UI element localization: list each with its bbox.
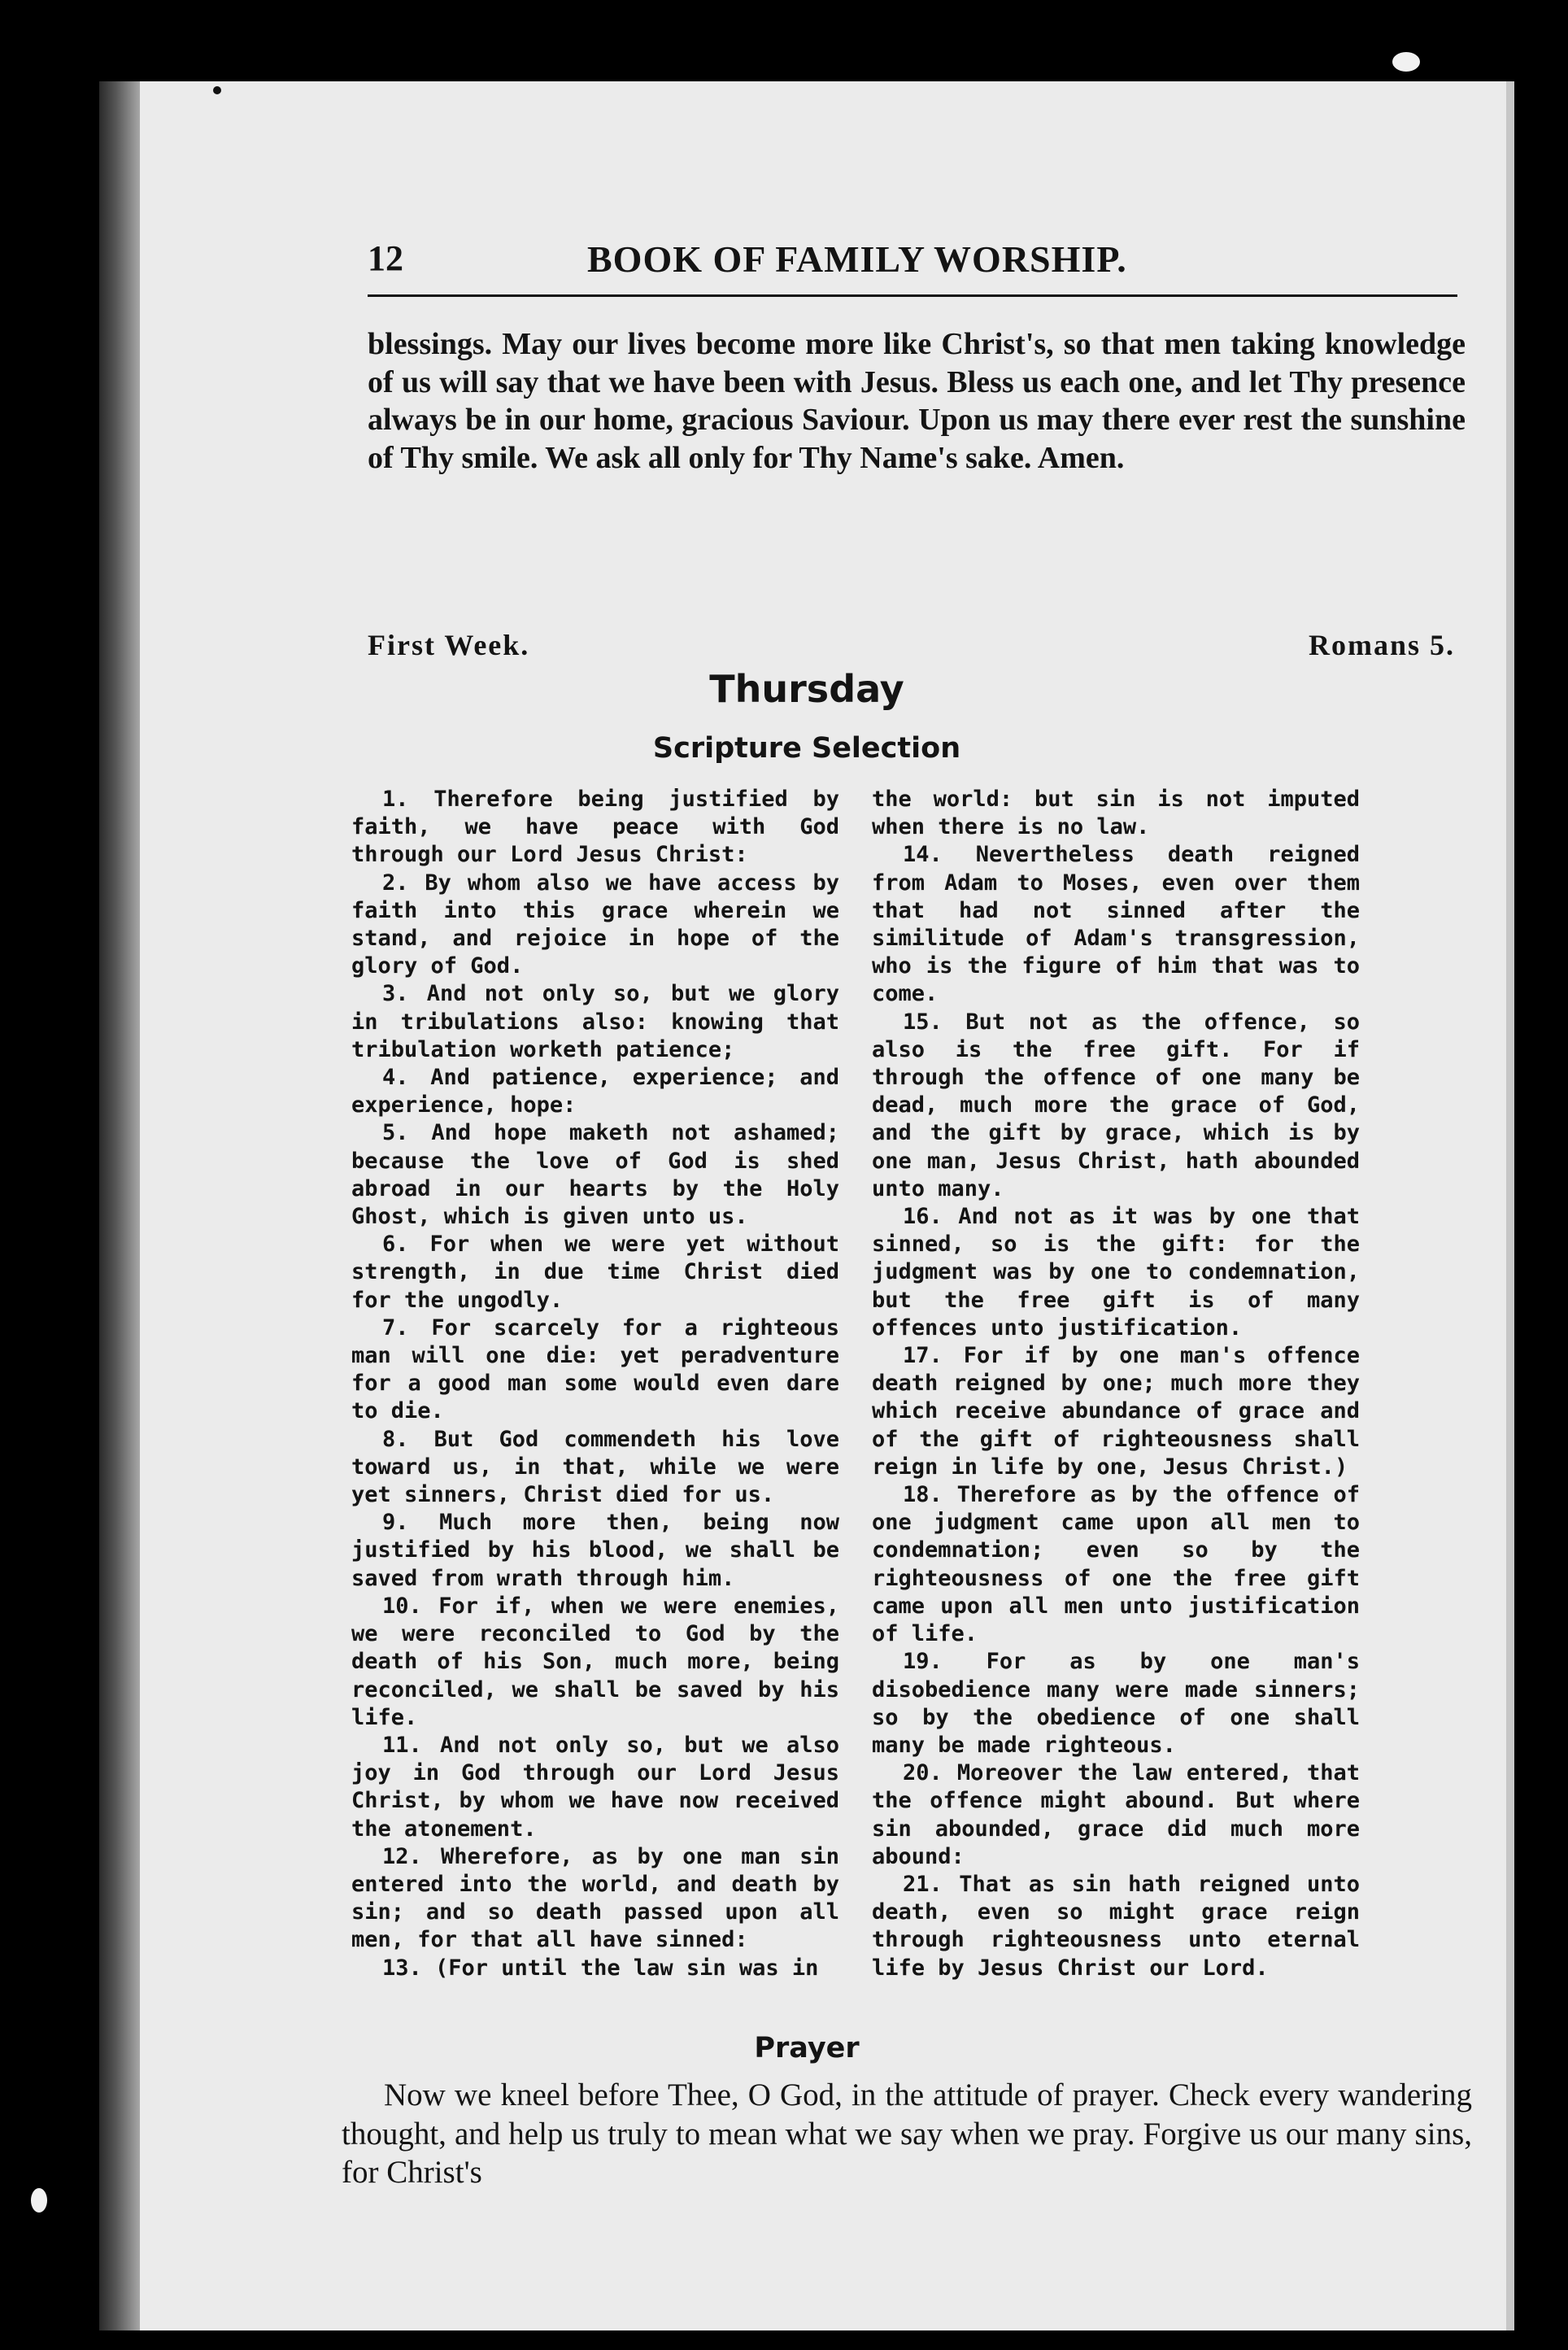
verse-9: 9. Much more then, being now justified by his blood, we shall be saved from wrath through him. [351,1510,839,1591]
verse-10: 10. For if, when we were enemies, we were reconciled to God by the death of his Son, much more, being reconciled, we shall be saved by his life. [351,1593,839,1730]
prayer-heading: Prayer [754,2032,860,2064]
verse-13: 13. (For until the law sin was in [382,1955,819,1981]
verse-13-continuation: the world: but sin is not imputed when there is no law. [872,787,1360,840]
verse-11: 11. And not only so, but we also joy in God through our Lord Jesus Christ, by whom we have now received the atonement. [351,1732,839,1842]
scan-speck [31,2188,47,2213]
scripture-column-left [351,786,839,1982]
scripture-reference: Romans 5. [1308,629,1455,661]
verse-5: 5. And hope maketh not ashamed; because the love of God is shed abroad in our hearts by the Holy Ghost, which is given unto us. [351,1120,839,1230]
verse-7: 7. For scarcely for a righteous man will one die: yet peradventure for a good man some would even dare to die. [351,1315,839,1424]
scan-speck [1392,52,1420,72]
scan-dot [213,86,221,94]
verse-18: 18. Therefore as by the offence of one judgment came upon all men to condemnation; even so by the righteousness of one the free gift came upon all men unto justification of life. [872,1482,1360,1647]
verse-1: 1. Therefore being justified by faith, we have peace with God through our Lord Jesus Christ: [351,787,839,868]
verse-21: 21. That as sin hath reigned unto death, even so might grace reign through righteousness unto eternal life by Jesus Christ our Lord. [872,1871,1360,1981]
verse-4: 4. And patience, experience; and experience, hope: [351,1065,839,1118]
verse-15: 15. But not as the offence, so also is the free gift. For if through the offence of one many be dead, much more the grace of God, and the gift by grace, which is by one man, Jesus Christ, hath abounded unto many. [872,1009,1360,1201]
verse-16: 16. And not as it was by one that sinned, so is the gift: for the judgment was by one to condemnation, but the free gift is of many offences unto justification. [872,1204,1360,1341]
previous-prayer-end [368,325,1466,477]
verse-6: 6. For when we were yet without strength, in due time Christ died for the ungodly. [351,1232,839,1313]
verse-2: 2. By whom also we have access by faith into this grace wherein we stand, and rejoice in hope of the glory of God. [351,870,839,979]
verse-8: 8. But God commendeth his love toward us, in that, while we were yet sinners, Christ died for us. [351,1426,839,1508]
page-spine-shadow [99,81,140,2330]
verse-19: 19. For as by one man's disobedience many were made sinners; so by the obedience of one shall many be made righteous. [872,1649,1360,1758]
book-page [99,81,1514,2330]
page-right-edge [1506,81,1514,2330]
verse-12: 12. Wherefore, as by one man sin entered into the world, and death by sin; and so death passed upon all men, for that all have sinned: [351,1843,839,1953]
scripture-column-right [872,786,1360,1982]
page-number: 12 [368,238,403,278]
prayer-text: Now we kneel before Thee, O God, in the attitude of prayer. Check every wandering thought, and help us truly to mean what we say when we pray. Forgive us our many sins, for Christ's [342,2078,1472,2190]
verse-20: 20. Moreover the law entered, that the offence might abound. But where sin abounded, grace did much more abound: [872,1760,1360,1869]
verse-3: 3. And not only so, but we glory in tribulations also: knowing that tribulation worketh patience; [351,981,839,1062]
verse-14: 14. Nevertheless death reigned from Adam to Moses, even over them that had not sinned after the similitude of Adam's transgression, who is the figure of him that was to come. [872,842,1360,1007]
running-title: BOOK OF FAMILY WORSHIP. [587,238,1127,280]
header-rule [368,294,1457,297]
scripture-heading: Scripture Selection [652,732,961,765]
previous-prayer-text: blessings. May our lives become more like Christ's, so that men taking knowledge of us will say that we have been with Jesus. Bless us each one, and let Thy presence always be in our home, gracious Saviour. Upon us may there ever rest the sunshine of Thy smile. We ask all only for Thy Name's sake. Amen. [368,327,1466,475]
verse-17: 17. For if by one man's offence death reigned by one; much more they which receive abundance of grace and of the gift of righteousness shall reign in life by one, Jesus Christ.) [872,1343,1360,1480]
week-label: First Week. [368,629,530,661]
prayer-body [342,2076,1472,2192]
day-heading: Thursday [709,667,904,711]
